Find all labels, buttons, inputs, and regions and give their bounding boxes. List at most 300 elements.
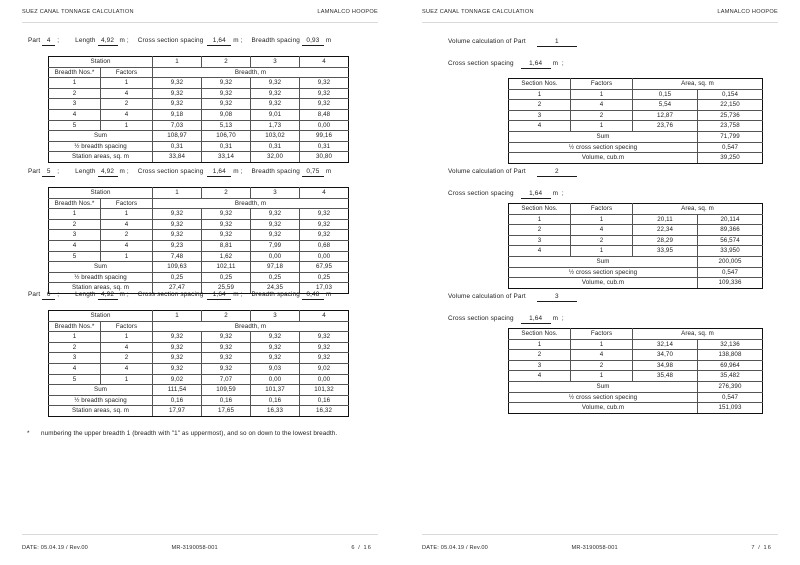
station-area-cell: 30,80 [300, 152, 349, 163]
breadth-spacing-value[interactable]: 0,48 [302, 291, 324, 300]
part-separator: ; [55, 37, 60, 44]
part-label: Part [28, 291, 41, 298]
station-header-label: Station [49, 188, 153, 199]
station-number: 1 [153, 57, 202, 68]
station-area-cell: 33,14 [202, 152, 251, 163]
header-divider [22, 22, 378, 23]
breadth-value-cell: 0,00 [300, 251, 349, 262]
table-row-column-header [509, 79, 763, 90]
breadth-no-cell: 5 [49, 251, 101, 262]
length-unit: m ; [117, 37, 129, 44]
breadth-value-cell: 9,32 [300, 332, 349, 343]
breadth-value-cell: 5,13 [202, 120, 251, 131]
station-number: 3 [251, 311, 300, 322]
sum-label: Sum [49, 131, 153, 142]
station-number: 3 [251, 188, 300, 199]
station-area-cell: 24,35 [251, 283, 300, 294]
area-cell: 34,70 [633, 350, 698, 361]
breadth-value-cell: 8,81 [202, 240, 251, 251]
sum-value-cell: 99,16 [300, 131, 349, 142]
factors-label: Factors [101, 198, 153, 209]
area-cell: 5,54 [633, 100, 698, 111]
station-areas-label: Station areas, sq. m [49, 152, 153, 163]
volume-part-value[interactable]: 1 [537, 38, 577, 47]
section-no-cell: 1 [509, 89, 571, 100]
breadth-no-cell: 2 [49, 219, 101, 230]
breadth-value-cell: 9,23 [153, 240, 202, 251]
breadth-value-cell: 9,32 [202, 219, 251, 230]
breadth-no-cell: 1 [49, 209, 101, 220]
table-row [49, 342, 349, 353]
table-row-station-header [49, 311, 349, 322]
cross-section-spacing-unit: m ; [550, 190, 564, 197]
station-area-cell: 17,97 [153, 406, 202, 417]
breadth-value-cell: 9,32 [251, 209, 300, 220]
area-product-cell: 22,150 [698, 100, 763, 111]
area-product-cell: 0,154 [698, 89, 763, 100]
table-row [49, 240, 349, 251]
half-breadth-spacing-label: ½ breadth spacing [49, 272, 153, 283]
breadth-value-cell: 7,07 [202, 374, 251, 385]
table-row-column-header [509, 329, 763, 340]
cross-section-spacing-line [448, 315, 564, 324]
table-row-station-areas [49, 406, 349, 417]
area-cell: 35,48 [633, 371, 698, 382]
factor-cell: 4 [101, 363, 153, 374]
volume-calculation-line [448, 38, 577, 47]
breadth-value-cell: 1,62 [202, 251, 251, 262]
factors-label: Factors [571, 329, 633, 340]
part-separator: ; [55, 291, 60, 298]
table-row [49, 219, 349, 230]
factor-cell: 4 [101, 109, 153, 120]
breadth-value-cell: 9,32 [153, 78, 202, 89]
station-number: 4 [300, 188, 349, 199]
breadth-value-cell: 0,68 [300, 240, 349, 251]
cross-section-spacing-unit: m ; [231, 37, 243, 44]
half-breadth-spacing-cell: 0,25 [202, 272, 251, 283]
factor-cell: 1 [101, 209, 153, 220]
table-row [509, 121, 763, 132]
page-footer [22, 545, 378, 551]
cross-section-spacing-value[interactable]: 1,64 [521, 315, 551, 324]
factor-cell: 2 [101, 353, 153, 364]
breadth-value-cell: 9,32 [153, 219, 202, 230]
area-header-label: Area, sq. m [633, 329, 763, 340]
table-row [509, 339, 763, 350]
sum-value-cell: 106,70 [202, 131, 251, 142]
header-title-right: LAMNALCO HOOPOE [717, 9, 778, 15]
cross-section-spacing-label: Cross section spacing [448, 60, 514, 67]
breadth-value-cell: 9,32 [300, 342, 349, 353]
station-area-cell: 16,32 [300, 406, 349, 417]
table-row-sum [49, 131, 349, 142]
factor-cell: 2 [101, 99, 153, 110]
part-value[interactable]: 4 [42, 37, 55, 46]
area-cell: 23,76 [633, 121, 698, 132]
half-cross-section-spacing-cell: 0,547 [698, 142, 763, 153]
section-no-cell: 2 [509, 100, 571, 111]
cross-section-spacing-value[interactable]: 1,64 [521, 190, 551, 199]
table-row [49, 99, 349, 110]
breadth-table [48, 310, 349, 417]
table-row-sum [509, 131, 763, 142]
length-unit: m ; [117, 168, 129, 175]
footnote-text: numbering the upper breadth 1 (breadth with "1" as uppermost), and so on down to the lowest breadth. [41, 430, 338, 437]
breadth-value-cell: 7,48 [153, 251, 202, 262]
cross-section-spacing-unit: m ; [550, 315, 564, 322]
factor-cell: 2 [571, 235, 633, 246]
volume-calc-label: Volume calculation of Part [448, 168, 526, 175]
header-divider [422, 22, 778, 23]
table-row [49, 374, 349, 385]
footnote [27, 428, 357, 439]
table-row [509, 235, 763, 246]
volume-calculation-line [448, 293, 577, 302]
breadth-value-cell: 9,32 [300, 88, 349, 99]
table-row [49, 78, 349, 89]
breadth-table [48, 187, 349, 294]
breadth-value-cell: 9,32 [300, 209, 349, 220]
breadth-value-cell: 9,32 [202, 332, 251, 343]
table-row-volume [509, 278, 763, 289]
volume-calculation-line [448, 168, 577, 177]
breadth-value-cell: 1,73 [251, 120, 300, 131]
factors-label: Factors [101, 321, 153, 332]
footer-doc-number: MR-3190058-001 [571, 545, 618, 551]
cross-section-spacing-label: Cross section spacing [448, 190, 514, 197]
cross-section-spacing-value[interactable]: 1,64 [207, 168, 231, 177]
factor-cell: 4 [101, 240, 153, 251]
station-area-cell: 25,59 [202, 283, 251, 294]
footnote-marker: * [27, 430, 30, 437]
area-cell: 22,34 [633, 225, 698, 236]
half-breadth-spacing-cell: 0,25 [300, 272, 349, 283]
factors-label: Factors [571, 204, 633, 215]
breadth-value-cell: 9,32 [153, 353, 202, 364]
breadth-no-cell: 4 [49, 240, 101, 251]
sum-value-cell: 67,95 [300, 262, 349, 273]
breadth-no-cell: 5 [49, 120, 101, 131]
breadth-no-cell: 3 [49, 353, 101, 364]
part-label: Part [28, 37, 41, 44]
half-breadth-spacing-cell: 0,16 [300, 395, 349, 406]
factor-cell: 1 [571, 371, 633, 382]
station-number: 2 [202, 57, 251, 68]
breadth-value-cell: 9,32 [251, 219, 300, 230]
breadth-no-cell: 4 [49, 363, 101, 374]
page-header [22, 9, 378, 15]
sum-value-cell: 276,390 [698, 381, 763, 392]
breadth-table [48, 56, 349, 163]
breadth-value-cell: 9,32 [251, 99, 300, 110]
half-breadth-spacing-cell: 0,31 [300, 141, 349, 152]
table-row [49, 363, 349, 374]
cross-section-spacing-label: Cross section spacing [137, 37, 204, 44]
sum-value-cell: 101,37 [251, 385, 300, 396]
breadth-value-cell: 9,32 [300, 78, 349, 89]
table-row-sum [49, 262, 349, 273]
table-row-half-breadth-spacing [49, 272, 349, 283]
breadth-nos-label: Breadth Nos.* [49, 67, 101, 78]
volume-part-value[interactable]: 3 [537, 293, 577, 302]
factor-cell: 4 [571, 350, 633, 361]
header-title-left: SUEZ CANAL TONNAGE CALCULATION [22, 9, 134, 15]
breadth-no-cell: 1 [49, 78, 101, 89]
breadth-value-cell: 9,32 [202, 342, 251, 353]
volume-label: Volume, cub.m [509, 278, 698, 289]
sum-value-cell: 97,18 [251, 262, 300, 273]
cross-section-spacing-value[interactable]: 1,64 [521, 60, 551, 69]
length-label: Length [75, 291, 96, 298]
breadth-value-cell: 0,00 [300, 120, 349, 131]
header-title-left: SUEZ CANAL TONNAGE CALCULATION [422, 9, 534, 15]
breadth-value-cell: 9,32 [300, 353, 349, 364]
station-number: 2 [202, 311, 251, 322]
breadth-unit-label: Breadth, m [153, 67, 349, 78]
area-product-cell: 32,136 [698, 339, 763, 350]
volume-table [508, 203, 763, 289]
table-row-half-cross-section-spacing [509, 142, 763, 153]
breadth-value-cell: 9,32 [153, 99, 202, 110]
area-product-cell: 33,950 [698, 246, 763, 257]
cross-section-spacing-label: Cross section spacing [448, 315, 514, 322]
table-row [509, 246, 763, 257]
breadth-value-cell: 9,32 [251, 78, 300, 89]
section-no-cell: 2 [509, 350, 571, 361]
footer-page-number: 6 / 16 [351, 545, 372, 551]
length-value[interactable]: 4,92 [98, 168, 118, 177]
breadth-value-cell: 9,32 [300, 230, 349, 241]
factor-cell: 2 [571, 360, 633, 371]
breadth-unit-label: Breadth, m [153, 321, 349, 332]
station-number: 2 [202, 188, 251, 199]
length-label: Length [75, 37, 96, 44]
breadth-value-cell: 9,02 [300, 363, 349, 374]
section-nos-label: Section Nos. [509, 329, 571, 340]
sum-value-cell: 111,54 [153, 385, 202, 396]
table-row-volume [509, 403, 763, 414]
table-row [49, 88, 349, 99]
breadth-value-cell: 0,00 [251, 251, 300, 262]
breadth-no-cell: 1 [49, 332, 101, 343]
length-value[interactable]: 4,92 [98, 291, 118, 300]
sum-value-cell: 71,799 [698, 131, 763, 142]
breadth-no-cell: 3 [49, 99, 101, 110]
half-cross-section-spacing-label: ½ cross section specing [509, 267, 698, 278]
area-cell: 33,95 [633, 246, 698, 257]
sum-value-cell: 200,005 [698, 256, 763, 267]
station-number: 4 [300, 311, 349, 322]
sum-value-cell: 109,63 [153, 262, 202, 273]
breadth-value-cell: 9,32 [153, 209, 202, 220]
breadth-value-cell: 9,32 [153, 230, 202, 241]
breadth-no-cell: 4 [49, 109, 101, 120]
breadth-value-cell: 9,18 [153, 109, 202, 120]
breadth-spacing-label: Breadth spacing [251, 291, 300, 298]
section-no-cell: 4 [509, 371, 571, 382]
sum-value-cell: 101,32 [300, 385, 349, 396]
area-cell: 20,11 [633, 214, 698, 225]
breadth-no-cell: 3 [49, 230, 101, 241]
breadth-value-cell: 9,32 [202, 209, 251, 220]
breadth-value-cell: 9,32 [251, 342, 300, 353]
half-breadth-spacing-cell: 0,16 [202, 395, 251, 406]
volume-table [508, 328, 763, 414]
table-row-station-areas [49, 152, 349, 163]
table-row-volume [509, 153, 763, 164]
cross-section-spacing-label: Cross section spacing [137, 291, 204, 298]
half-breadth-spacing-cell: 0,25 [153, 272, 202, 283]
station-areas-label: Station areas, sq. m [49, 406, 153, 417]
table-row [509, 89, 763, 100]
breadth-spacing-unit: m [323, 37, 332, 44]
factor-cell: 4 [101, 219, 153, 230]
table-row [509, 371, 763, 382]
sum-value-cell: 108,97 [153, 131, 202, 142]
table-row [509, 100, 763, 111]
volume-table [508, 78, 763, 164]
footer-doc-number: MR-3190058-001 [171, 545, 218, 551]
sum-label: Sum [49, 262, 153, 273]
area-cell: 34,98 [633, 360, 698, 371]
part-label: Part [28, 168, 41, 175]
station-number: 4 [300, 57, 349, 68]
cross-section-spacing-value[interactable]: 1,64 [207, 291, 231, 300]
section-no-cell: 1 [509, 214, 571, 225]
part-parameter-line [28, 168, 331, 177]
table-row [49, 353, 349, 364]
breadth-value-cell: 9,32 [251, 230, 300, 241]
breadth-value-cell: 8,48 [300, 109, 349, 120]
table-row-column-header [509, 204, 763, 215]
volume-label: Volume, cub.m [509, 153, 698, 164]
factor-cell: 1 [571, 121, 633, 132]
breadth-no-cell: 5 [49, 374, 101, 385]
sum-label: Sum [509, 381, 698, 392]
breadth-value-cell: 9,32 [202, 99, 251, 110]
breadth-value-cell: 9,03 [251, 363, 300, 374]
factor-cell: 2 [571, 110, 633, 121]
breadth-spacing-value[interactable]: 0,93 [302, 37, 324, 46]
table-row-sum [49, 385, 349, 396]
breadth-value-cell: 9,32 [202, 363, 251, 374]
cross-section-spacing-unit: m ; [231, 291, 243, 298]
breadth-value-cell: 9,32 [300, 99, 349, 110]
breadth-no-cell: 2 [49, 342, 101, 353]
half-breadth-spacing-label: ½ breadth spacing [49, 395, 153, 406]
length-value[interactable]: 4,92 [98, 37, 118, 46]
table-row [509, 350, 763, 361]
breadth-value-cell: 9,08 [202, 109, 251, 120]
breadth-unit-label: Breadth, m [153, 198, 349, 209]
breadth-value-cell: 9,32 [300, 219, 349, 230]
table-row [509, 110, 763, 121]
section-no-cell: 4 [509, 246, 571, 257]
table-row [49, 209, 349, 220]
area-product-cell: 69,964 [698, 360, 763, 371]
half-breadth-spacing-cell: 0,31 [153, 141, 202, 152]
part-parameter-line [28, 37, 331, 46]
cross-section-spacing-unit: m ; [550, 60, 564, 67]
station-number: 3 [251, 57, 300, 68]
part-value[interactable]: 5 [42, 168, 55, 177]
footer-date: DATE: 05.04.19 / Rev.00 [422, 545, 488, 551]
volume-part-value[interactable]: 2 [537, 168, 577, 177]
area-product-cell: 35,482 [698, 371, 763, 382]
area-product-cell: 23,758 [698, 121, 763, 132]
breadth-value-cell: 9,32 [202, 78, 251, 89]
cross-section-spacing-value[interactable]: 1,64 [207, 37, 231, 46]
breadth-value-cell: 9,32 [153, 342, 202, 353]
half-breadth-spacing-label: ½ breadth spacing [49, 141, 153, 152]
table-row-half-cross-section-spacing [509, 267, 763, 278]
section-no-cell: 3 [509, 110, 571, 121]
footer-page-number: 7 / 16 [751, 545, 772, 551]
breadth-spacing-value[interactable]: 0,75 [302, 168, 324, 177]
volume-value-cell: 39,250 [698, 153, 763, 164]
breadth-value-cell: 9,32 [202, 230, 251, 241]
length-unit: m ; [117, 291, 129, 298]
factors-label: Factors [571, 79, 633, 90]
station-areas-label: Station areas, sq. m [49, 283, 153, 294]
table-row [509, 214, 763, 225]
part-value[interactable]: 6 [42, 291, 55, 300]
breadth-value-cell: 9,01 [251, 109, 300, 120]
half-cross-section-spacing-label: ½ cross section specing [509, 142, 698, 153]
station-number: 1 [153, 311, 202, 322]
table-row-sum [509, 256, 763, 267]
page-footer [422, 545, 778, 551]
page-header [422, 9, 778, 15]
footer-divider [422, 534, 778, 535]
table-row [49, 230, 349, 241]
part-separator: ; [55, 168, 60, 175]
cross-section-spacing-line [448, 190, 564, 199]
section-nos-label: Section Nos. [509, 79, 571, 90]
station-area-cell: 17,03 [300, 283, 349, 294]
factor-cell: 1 [101, 78, 153, 89]
cross-section-spacing-unit: m ; [231, 168, 243, 175]
station-header-label: Station [49, 311, 153, 322]
table-row-station-header [49, 188, 349, 199]
station-number: 1 [153, 188, 202, 199]
half-breadth-spacing-cell: 0,16 [251, 395, 300, 406]
station-area-cell: 16,33 [251, 406, 300, 417]
breadth-nos-label: Breadth Nos.* [49, 321, 101, 332]
area-cell: 28,29 [633, 235, 698, 246]
sum-label: Sum [49, 385, 153, 396]
half-breadth-spacing-cell: 0,25 [251, 272, 300, 283]
breadth-value-cell: 9,32 [251, 353, 300, 364]
table-row-column-header [49, 67, 349, 78]
area-product-cell: 25,736 [698, 110, 763, 121]
section-no-cell: 4 [509, 121, 571, 132]
table-row [509, 225, 763, 236]
station-area-cell: 32,00 [251, 152, 300, 163]
factor-cell: 1 [571, 246, 633, 257]
volume-calc-label: Volume calculation of Part [448, 38, 526, 45]
cross-section-spacing-label: Cross section spacing [137, 168, 204, 175]
breadth-value-cell: 9,32 [251, 88, 300, 99]
factors-label: Factors [101, 67, 153, 78]
section-nos-label: Section Nos. [509, 204, 571, 215]
section-no-cell: 3 [509, 235, 571, 246]
cross-section-spacing-line [448, 60, 564, 69]
breadth-value-cell: 9,32 [153, 363, 202, 374]
breadth-value-cell: 7,03 [153, 120, 202, 131]
area-product-cell: 89,366 [698, 225, 763, 236]
